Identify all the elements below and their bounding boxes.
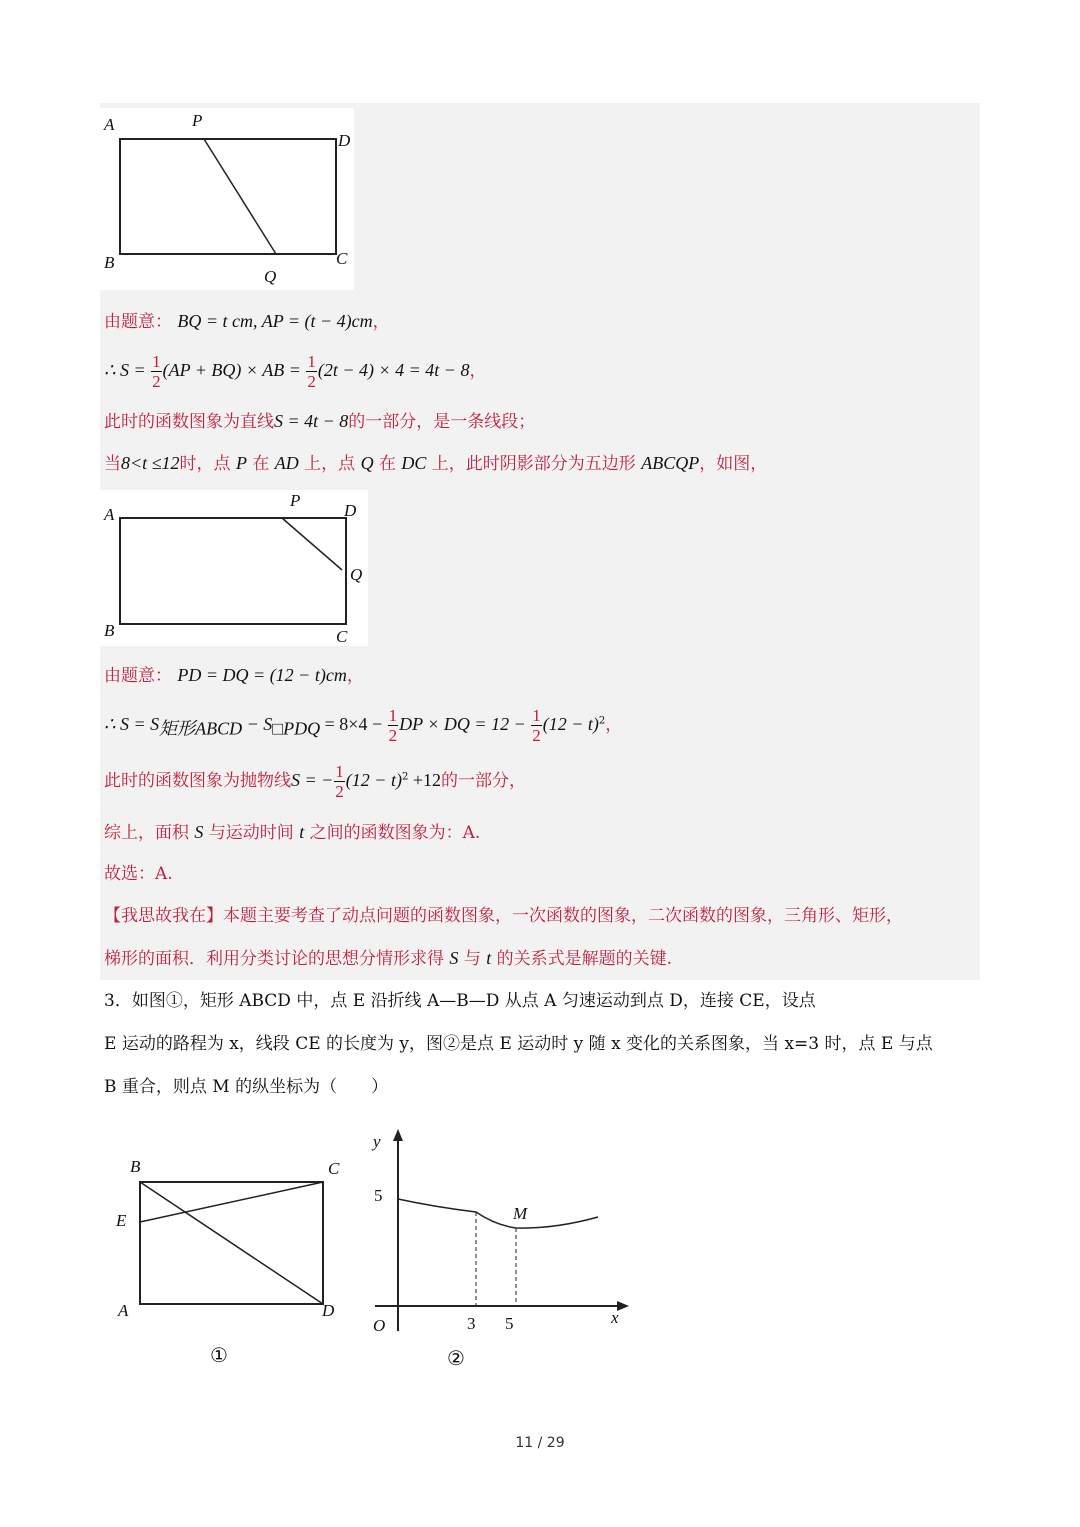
solution-line-3: 此时的函数图象为直线S = 4t − 8的一部分，是一条线段； — [104, 411, 536, 432]
svg-text:C: C — [328, 1159, 340, 1178]
svg-text:B: B — [104, 253, 115, 272]
svg-text:A: A — [104, 505, 115, 524]
solution-line-6: ∴ $S = S_{矩形ABCD} - S_{□PDQ} = 8\times 4$ − $\frac{1}{2}$ DP × DQ = 12 − $\frac{1}{2}$ $(12 - t)^2$， — [104, 706, 623, 745]
figure-rect-trapezoid — [100, 108, 356, 292]
svg-text:O: O — [373, 1316, 386, 1335]
svg-text:A: A — [118, 1301, 129, 1320]
svg-text:D: D — [338, 131, 351, 150]
svg-text:A: A — [104, 115, 115, 134]
figure-1-rectangle — [110, 1150, 350, 1370]
svg-text:P: P — [290, 491, 301, 510]
question-3-line-2: E 运动的路程为 x，线段 CE 的长度为 y，图②是点 E 运动时 y 随 x 变化的关系图象，当 x=3 时，点 E 与点 — [104, 1034, 933, 1054]
solution-line-5: 由题意： PD = DQ = (12 − t)cm， — [104, 665, 364, 686]
question-3-line-3: B 重合，则点 M 的纵坐标为（ ） — [104, 1077, 389, 1097]
solution-summary-2: 梯形的面积．利用分类讨论的思想分情形求得 S 与 t 的关系式是解题的关键. — [104, 948, 673, 969]
svg-text:C: C — [336, 627, 348, 646]
solution-line-4: 当8<t ≤12时，点 P 在 AD 上，点 Q 在 DC 上，此时阴影部分为五边形 ABCQP，如图， — [104, 453, 768, 474]
svg-text:D: D — [344, 501, 357, 520]
svg-text:Q: Q — [264, 267, 277, 286]
solution-line-1: 由题意： BQ = t cm, AP = (t − 4)cm， — [104, 311, 390, 332]
svg-text:①: ① — [210, 1345, 228, 1367]
figure-rect-pentagon — [100, 490, 370, 648]
svg-text:E: E — [116, 1211, 127, 1230]
svg-text:P: P — [192, 111, 203, 130]
solution-summary-1: 【我思故我在】本题主要考查了动点问题的函数图象，一次函数的图象，二次函数的图象，三角形、矩形， — [104, 906, 903, 926]
solution-line-7: 此时的函数图象为抛物线S = − $\frac{1}{2}$ $(12 - t)^2 +12$的一部分， — [104, 762, 526, 801]
svg-text:x: x — [611, 1308, 619, 1327]
solution-line-2: ∴ S = $\frac{1}{2}$ (AP + BQ) × AB = $\frac{1}{2}$ (2t − 4) × 4 = 4t − 8， — [104, 352, 487, 391]
svg-text:5: 5 — [374, 1186, 383, 1205]
page-number: 11 / 29 — [515, 1435, 565, 1451]
svg-text:5: 5 — [505, 1314, 514, 1333]
question-3-line-1: 3．如图①，矩形 ABCD 中，点 E 沿折线 A—B—D 从点 A 匀速运动到点 D，连接 CE，设点 — [104, 991, 816, 1011]
solution-answer: 故选：A. — [104, 864, 173, 884]
svg-text:②: ② — [447, 1348, 465, 1370]
svg-text:B: B — [104, 621, 115, 640]
solution-line-8: 综上，面积 S 与运动时间 t 之间的函数图象为：A. — [104, 822, 481, 843]
svg-text:y: y — [373, 1132, 381, 1151]
svg-text:Q: Q — [350, 565, 363, 584]
svg-text:D: D — [322, 1301, 335, 1320]
svg-text:3: 3 — [467, 1314, 476, 1333]
svg-text:M: M — [513, 1204, 528, 1223]
svg-text:B: B — [130, 1157, 141, 1176]
figure-2-graph — [365, 1125, 635, 1375]
svg-text:C: C — [336, 249, 348, 268]
